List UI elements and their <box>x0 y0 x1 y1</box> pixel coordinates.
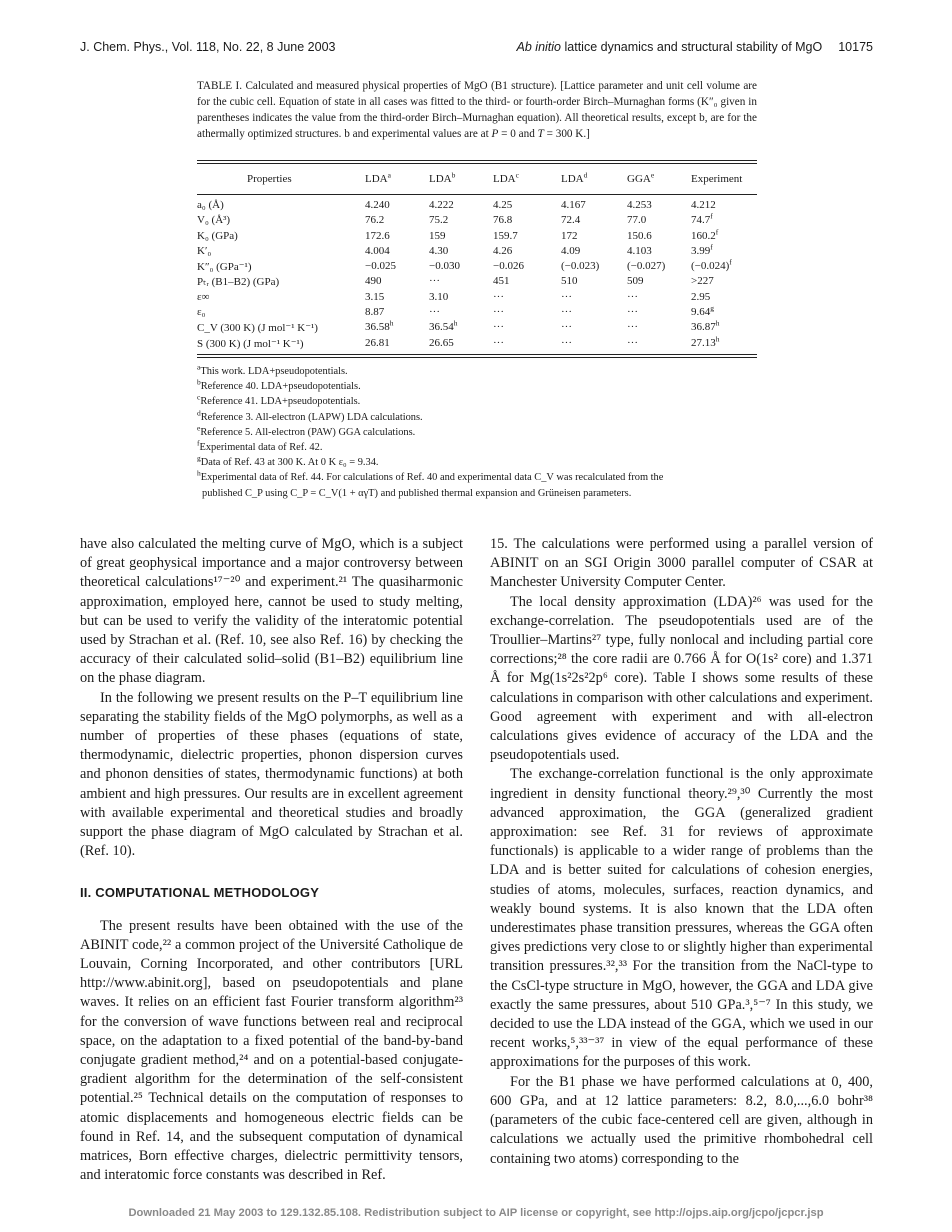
table-footnote <box>197 425 757 440</box>
footnote-marker: d <box>583 170 588 180</box>
cell-value: 4.30 <box>429 244 449 257</box>
column-header-label: Experiment <box>691 173 743 185</box>
table-cell <box>627 199 652 211</box>
download-footer: Downloaded 21 May 2003 to 129.132.85.108. Redistribution subject to AIP license or copyright, see http://ojps.aip.org/jcpo/jcpcr.jsp <box>128 1207 824 1219</box>
table-cell <box>429 230 446 242</box>
cell-value: ··· <box>493 321 504 334</box>
footnote-marker: h <box>715 318 720 328</box>
table-cell <box>561 199 586 211</box>
table-row <box>197 305 757 320</box>
cell-value: 3.99 <box>691 244 711 257</box>
table-caption <box>197 78 757 142</box>
table-cell <box>493 337 504 349</box>
properties-table <box>197 160 757 358</box>
table-cell <box>493 245 512 257</box>
table-footnote-continuation: published C_P using C_P = C_V(1 + αγT) and published thermal expansion and Grüneisen parameters. <box>202 487 632 499</box>
table-cell <box>429 306 440 318</box>
cell-value: (−0.023) <box>561 260 600 273</box>
table-cell <box>365 245 390 257</box>
cell-value: 2.95 <box>691 290 711 303</box>
cell-value: 150.6 <box>627 229 652 242</box>
cell-value: −0.025 <box>365 260 396 273</box>
cell-value: 36.58 <box>365 321 390 334</box>
table-body <box>197 195 757 354</box>
cell-value: 160.2 <box>691 229 716 242</box>
table-cell <box>627 230 652 242</box>
table-cell <box>429 245 448 257</box>
table-footnotes <box>197 364 757 501</box>
paragraph: The present results have been obtained with the use of the ABINIT code,²² a common project of the Université Catholique de Louvain, Corning Incorporated, and other contributors [URL http://www.abinit.org], based on pseudopotentials and plane waves. It relies on an efficient fast Fourier transform algorithm²³ for the conversion of wave functions between real and reciprocal space, on the adaptation to a fixed potential of the band-by-band conjugate gradient method,²⁴ and on a potential-based conjugate-gradient algorithm for the determination of the self-consistent potential.²⁵ Technical details on the computation of responses to atomic displacements and homogeneous electric fields can be found in Ref. 14, and the subsequent computation of dynamical matrices, Born effective charges, dielectric permittivity tensors, and interatomic force constants was described in Ref. <box>80 917 463 1184</box>
column-header <box>247 173 292 185</box>
table-cell <box>627 291 638 303</box>
footnote-text: Data of Ref. 43 at 300 K. At 0 K ε₀ = 9.34. <box>200 457 379 469</box>
footnote-marker: f <box>710 242 713 252</box>
cell-value: −0.026 <box>493 260 524 273</box>
footnote-text: Reference 41. LDA+pseudopotentials. <box>200 396 361 408</box>
table-cell <box>493 260 524 272</box>
cell-value: 172 <box>561 229 578 242</box>
table-cell <box>691 199 716 211</box>
table-cell <box>691 257 732 273</box>
paragraph: 15. The calculations were performed using a parallel version of ABINIT on an SGI Origin 3000 parallel computer of CSAR at Manchester University Computer Center. <box>490 536 873 591</box>
table-cell <box>493 230 518 242</box>
property-label: Pₜᵣ (B1–B2) (GPa) <box>197 276 280 289</box>
footnote-text: Experimental data of Ref. 44. For calculations of Ref. 40 and experimental data C_V was recalculated from the <box>200 472 664 484</box>
column-header-label: LDA <box>493 173 516 185</box>
table-footnote <box>197 364 757 379</box>
cell-value: 4.240 <box>365 199 390 211</box>
cell-value: ··· <box>627 290 638 303</box>
table-cell <box>691 211 713 227</box>
footnote-text: Reference 5. All-electron (PAW) GGA calculations. <box>200 426 416 438</box>
footnote-marker: f <box>729 257 732 267</box>
footnote-marker: h <box>715 334 720 344</box>
column-header-label: LDA <box>365 173 388 185</box>
cell-value: (−0.024) <box>691 260 730 273</box>
footnote-marker: h <box>453 318 458 328</box>
caption-symbol-t: T <box>537 128 544 140</box>
table-cell <box>691 318 720 334</box>
cell-value: ··· <box>561 336 572 349</box>
table-cell <box>627 321 638 333</box>
footnote-marker: c <box>515 170 519 180</box>
table-cell <box>627 245 652 257</box>
cell-value: ··· <box>627 306 638 319</box>
table-cell <box>493 291 504 303</box>
cell-value: 4.167 <box>561 199 586 211</box>
cell-value: 9.64 <box>691 306 711 319</box>
cell-value: ··· <box>493 336 504 349</box>
cell-value: >227 <box>691 275 714 288</box>
cell-value: 77.0 <box>627 214 647 227</box>
footnote-text: This work. LDA+pseudopotentials. <box>200 366 348 377</box>
cell-value: 4.222 <box>429 199 454 211</box>
table-cell <box>493 214 512 226</box>
cell-value: 4.212 <box>691 199 716 211</box>
table-cell <box>365 291 384 303</box>
cell-value: 76.2 <box>365 214 385 227</box>
table-cell <box>365 275 382 287</box>
table-cell <box>561 291 572 303</box>
cell-value: 4.25 <box>493 199 513 211</box>
left-column <box>80 535 463 1186</box>
table-row <box>197 198 757 213</box>
cell-value: ··· <box>561 290 572 303</box>
table-cell <box>429 214 448 226</box>
table-row <box>197 259 757 274</box>
column-header-label: Properties <box>247 173 292 185</box>
table-cell <box>493 306 504 318</box>
table-cell <box>429 337 454 349</box>
column-header <box>493 170 519 185</box>
table-footnote <box>197 470 757 485</box>
table-footnote <box>197 440 757 455</box>
table-cell <box>561 230 578 242</box>
journal-citation: J. Chem. Phys., Vol. 118, No. 22, 8 June 2003 <box>80 40 336 54</box>
footnote-marker: e <box>650 170 655 180</box>
table-cell <box>627 306 638 318</box>
table-row <box>197 213 757 228</box>
table-cell <box>691 226 719 242</box>
table-cell <box>691 291 710 303</box>
cell-value: ··· <box>429 275 440 288</box>
table-cell <box>627 275 644 287</box>
cell-value: 159 <box>429 229 446 242</box>
cell-value: 4.004 <box>365 244 390 257</box>
footnote-text: Reference 3. All-electron (LAPW) LDA calculations. <box>200 411 423 423</box>
table-footnote <box>197 410 757 425</box>
table-cell <box>691 242 713 257</box>
cell-value: 74.7 <box>691 214 711 227</box>
table-cell <box>561 306 572 318</box>
table-cell <box>561 321 572 333</box>
footnote-marker: d <box>197 408 201 418</box>
property-label: C_V (300 K) (J mol⁻¹ K⁻¹) <box>197 322 318 335</box>
cell-value: ··· <box>493 306 504 319</box>
footnote-marker: b <box>197 377 201 387</box>
table-cell <box>365 230 390 242</box>
table-cell <box>365 318 394 334</box>
footnote-marker: f <box>715 226 719 236</box>
running-title-rest: lattice dynamics and structural stability of MgO <box>561 40 823 54</box>
table-cell <box>627 260 665 272</box>
property-label: K₀ (GPa) <box>197 229 238 242</box>
cell-value: 27.13 <box>691 336 716 349</box>
cell-value: 36.87 <box>691 321 716 334</box>
running-title <box>517 40 873 54</box>
table-footnote <box>197 455 757 470</box>
cell-value: 490 <box>365 275 382 288</box>
table-cell <box>493 275 510 287</box>
cell-value: ··· <box>429 306 440 319</box>
footnote-marker: c <box>197 392 201 402</box>
paragraph: have also calculated the melting curve of MgO, which is a subject of great geophysical importance and a major controversy between theoretical calculations¹⁷⁻²⁰ and experiment.²¹ The quasiharmonic approximation, employed here, cannot be used to study melting, but can be used to verify the validity of the interatomic potential used by Strachan et al. (Ref. 10, see also Ref. 16) by checking the accuracy of their calculated solid–solid (B1–B2) equilibrium line on the phase diagram. <box>80 536 463 687</box>
caption-text-3: = 300 K.] <box>543 128 590 140</box>
table-cell <box>365 337 390 349</box>
table-cell <box>627 214 646 226</box>
cell-value: 3.10 <box>429 290 449 303</box>
table-cell <box>493 199 512 211</box>
running-header <box>80 40 873 58</box>
paragraph: The exchange-correlation functional is the only approximate ingredient in density functional theory.²⁹,³⁰ Currently the most advanced approximation, the GGA (generalized gradient approximation: see Ref. 31 for reviews of approximate functionals) is applicable to a wider range of problems than the LDA and is better suited for calculations of cohesion energies, studies of atoms, molecules, surfaces, reaction dynamics, and weakly bound systems. It is also known that the LDA often underestimates phase transition pressures, whereas the GGA often gives predictions very close to or slightly higher than experimental transition pressures.³²,³³ For the transition from the NaCl-type to the CsCl-type structure in MgO, however, the GGA and LDA give exactly the same pressures, about 510 GPa.³,⁵⁻⁷ In this study, we decided to use the LDA instead of the GGA, which we used in our recent works,⁵,³³⁻³⁷ in view of the equal performance of these approximations for the purposes of this work. <box>490 766 873 1071</box>
column-header <box>365 170 391 185</box>
paragraph: In the following we present results on the P–T equilibrium line separating the stability fields of the MgO polymorphs, as well as a number of properties of these phases (equations of state, thermodynamic, dielectric properties, phonon dispersion curves and phonon densities of states, thermodynamic functions) at both ambient and high pressures. Our results are in excellent agreement with available experimental and theoretical studies and broadly support the phase diagram of MgO calculated by Strachan et al. (Ref. 10). <box>80 689 463 860</box>
cell-value: 4.253 <box>627 199 652 211</box>
running-title-italic: Ab initio <box>516 40 562 54</box>
cell-value: 72.4 <box>561 214 581 227</box>
table-footnote <box>197 394 757 409</box>
table-footnote <box>197 379 757 394</box>
cell-value: 4.09 <box>561 244 581 257</box>
cell-value: 26.65 <box>429 336 454 349</box>
table-row <box>197 274 757 289</box>
table-cell <box>429 275 440 287</box>
page-number: 10175 <box>838 40 873 54</box>
table-cell <box>429 199 454 211</box>
table-row <box>197 336 757 351</box>
cell-value: −0.030 <box>429 260 460 273</box>
property-label: ε₀ <box>197 306 206 319</box>
section-heading: II. COMPUTATIONAL METHODOLOGY <box>80 885 320 901</box>
footnote-marker: h <box>389 318 394 328</box>
table-cell <box>365 199 390 211</box>
footnote-marker: h <box>197 468 201 478</box>
table-cell <box>561 260 599 272</box>
footnote-marker: a <box>387 170 391 180</box>
cell-value: 451 <box>493 275 510 288</box>
property-label: K′₀ <box>197 244 212 257</box>
footnote-marker: e <box>197 423 201 433</box>
column-header <box>691 173 742 185</box>
table-header-row <box>197 164 757 194</box>
cell-value: 4.26 <box>493 244 513 257</box>
cell-value: 3.15 <box>365 290 385 303</box>
table-cell <box>429 291 448 303</box>
cell-value: 509 <box>627 275 644 288</box>
table-cell <box>561 337 572 349</box>
cell-value: ··· <box>627 336 638 349</box>
footnote-text: Experimental data of Ref. 42. <box>199 442 323 454</box>
cell-value: ··· <box>627 321 638 334</box>
cell-value: 76.8 <box>493 214 513 227</box>
column-header-label: LDA <box>429 173 452 185</box>
paragraph: For the B1 phase we have performed calculations at 0, 400, 600 GPa, and at 12 lattice parameters: 8.2, 8.0,...,6.0 bohr³⁸ (parameters of the cubic face-centered cell are given, although in calculations we actually used the primitive rhombohedral cell containing two atoms) corresponding to the <box>490 1073 873 1167</box>
property-label: a₀ (Å) <box>197 199 224 211</box>
cell-value: ··· <box>493 290 504 303</box>
cell-value: 159.7 <box>493 229 518 242</box>
table-cell <box>365 214 384 226</box>
footnote-marker: f <box>710 211 713 221</box>
right-column <box>490 535 873 1169</box>
column-header-label: GGA <box>627 173 651 185</box>
table-cell <box>493 321 504 333</box>
property-label: V₀ (Å³) <box>197 214 231 227</box>
footnote-marker: b <box>451 170 456 180</box>
table-cell <box>691 334 720 349</box>
table-cell <box>429 260 460 272</box>
footnote-marker: a <box>197 362 201 372</box>
footnote-text: Reference 40. LDA+pseudopotentials. <box>200 381 361 393</box>
caption-symbol-p: P <box>491 128 499 140</box>
table-row <box>197 290 757 305</box>
cell-value: 172.6 <box>365 229 390 242</box>
table-cell <box>691 303 714 319</box>
footnote-marker: f <box>197 438 200 448</box>
table-cell <box>365 260 396 272</box>
table-cell <box>561 275 578 287</box>
table-cell <box>691 275 714 287</box>
cell-value: 4.103 <box>627 244 652 257</box>
cell-value: 8.87 <box>365 306 385 319</box>
table-cell <box>365 306 384 318</box>
paragraph: The local density approximation (LDA)²⁶ was used for the exchange-correlation. The pseudopotentials used are of the Troullier–Martins²⁷ type, fully nonlocal and including partial core corrections;²⁸ the core radii are 0.766 Å for O(1s² core) and 1.371 Å for Mg(1s²2s²2p⁶ core). Table I shows some results of these calculations in comparison with other calculations and experiment. Good agreement with experiment and with all-electron calculations gives evidence of accuracy of the LDA and the pseudopotentials used. <box>490 593 873 764</box>
property-label: S (300 K) (J mol⁻¹ K⁻¹) <box>197 337 304 350</box>
column-header-label: LDA <box>561 173 584 185</box>
property-label: ε∞ <box>197 290 210 303</box>
property-label: K″₀ (GPa⁻¹) <box>197 261 252 274</box>
table-bottom-rule <box>197 354 757 358</box>
cell-value: 510 <box>561 275 578 288</box>
table-cell <box>429 318 458 334</box>
cell-value: ··· <box>561 306 572 319</box>
table-row <box>197 244 757 259</box>
cell-value: 26.81 <box>365 336 390 349</box>
table-row <box>197 320 757 335</box>
table-cell <box>561 214 580 226</box>
column-header <box>429 170 456 185</box>
cell-value: 36.54 <box>429 321 454 334</box>
caption-text: TABLE I. Calculated and measured physical properties of MgO (B1 structure). [Lattice parameter and unit cell volume are for the cubic cell. Equation of state in all cases was fitted to the third- or fourth-order Birch–Murnaghan forms (K″₀ given in parentheses indicates the value from the third-order Birch–Murnaghan equation). All theoretical results, except b, are for the athermally optimized structures. b and experimental values are at <box>197 80 757 140</box>
cell-value: ··· <box>561 321 572 334</box>
footnote-marker: g <box>197 453 201 463</box>
caption-text-2: = 0 and <box>498 128 538 140</box>
column-header <box>627 170 655 185</box>
table-cell <box>627 337 638 349</box>
cell-value: (−0.027) <box>627 260 666 273</box>
table-row <box>197 226 757 244</box>
cell-value: 75.2 <box>429 214 449 227</box>
table-cell <box>561 245 580 257</box>
column-header <box>561 170 588 185</box>
footnote-marker: g <box>710 303 714 313</box>
